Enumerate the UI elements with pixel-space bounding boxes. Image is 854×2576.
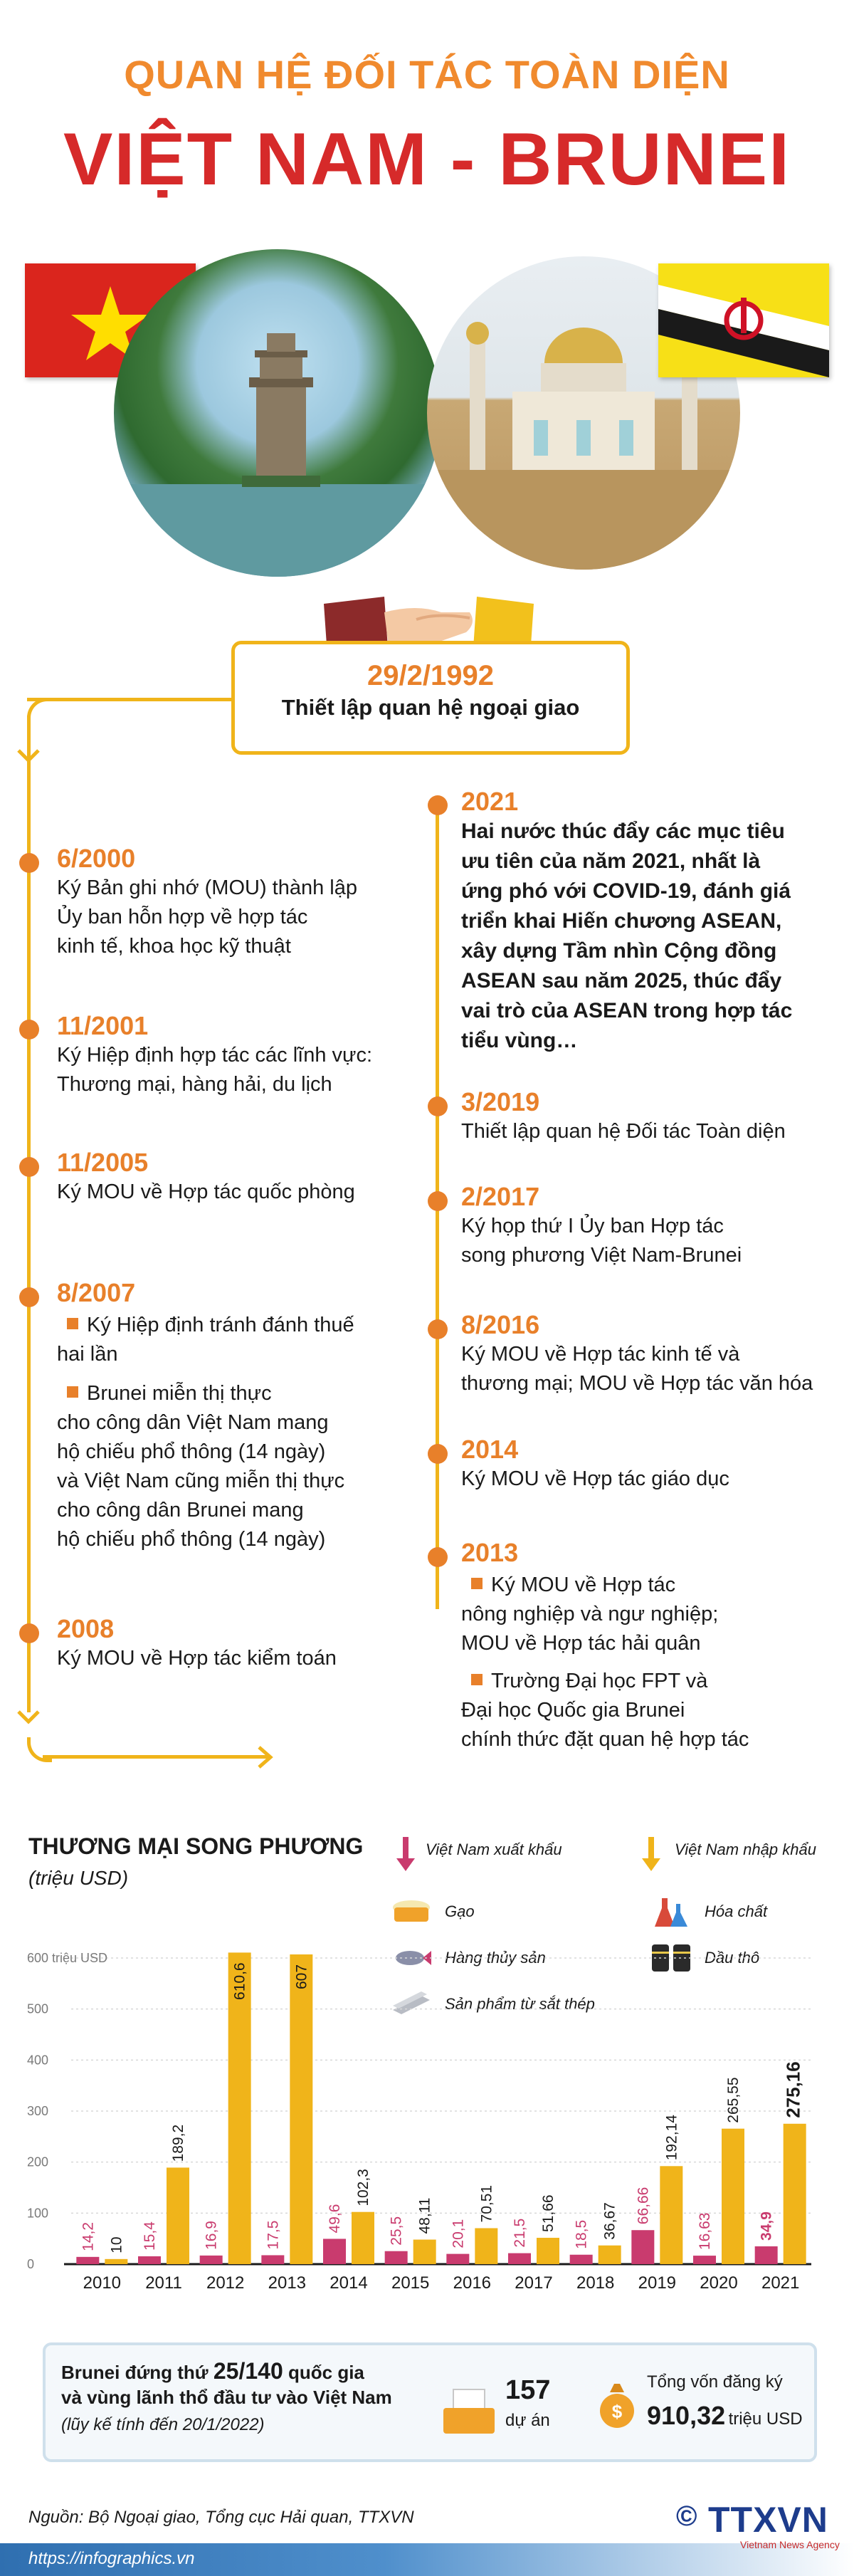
bar-import [475,2228,497,2264]
goods-seafood: Hàng thủy sản [445,1949,546,1967]
document-folder-icon [441,2387,497,2440]
bar-import [722,2129,744,2264]
timeline-dot [19,1020,39,1040]
data-label-import: 265,55 [725,2077,742,2123]
timeline-dot [19,1157,39,1177]
event-2013 [461,1538,845,1754]
bar-export [446,2254,469,2264]
event-date: 2013 [461,1538,519,1567]
event-8-2016 [461,1310,849,1398]
event-line: Ký Hiệp định tránh đánh thuế [57,1311,427,1340]
brand-logo: TTXVN [708,2500,828,2540]
data-label-import: 610,6 [231,1962,248,2000]
event-line: ứng phó với COVID-19, đánh giá [461,879,791,903]
data-label-export: 25,5 [388,2216,405,2246]
page-title: VIỆT NAM - BRUNEI [63,118,791,201]
bar-import [660,2166,682,2264]
bar-export [385,2251,408,2264]
event-line: Ký MOU về Hợp tác kiểm toán [57,1647,337,1670]
brunei-crest-icon [658,263,829,377]
bar-export [631,2230,654,2264]
data-label-export: 16,63 [697,2212,713,2251]
data-label-export: 21,5 [512,2218,528,2248]
rice-icon [390,1897,433,1930]
bar-import [290,1954,312,2264]
hanoi-lake-image [114,249,441,577]
x-tick-label: 2017 [515,2273,553,2293]
y-tick-label: 200 [27,2154,49,2169]
event-line: và Việt Nam cũng miễn thị thực [57,1470,345,1492]
y-tick-label: 100 [27,2206,49,2221]
event-date: 2021 [461,787,519,816]
bullet-icon [67,1318,78,1329]
bar-export [508,2253,531,2264]
data-label-export: 66,66 [635,2187,652,2225]
event-line: Ký MOU về Hợp tác [461,1571,845,1600]
chart-unit: (triệu USD) [28,1867,129,1889]
capital-line [647,2401,803,2431]
x-tick-label: 2016 [453,2273,492,2293]
timeline-dot [428,1191,448,1211]
event-line: Trường Đại học FPT và [461,1667,845,1696]
bar-import [784,2124,806,2264]
bar-export [323,2239,346,2264]
y-tick-label: 300 [27,2104,49,2118]
event-line: ưu tiên của năm 2021, nhất là [461,849,761,873]
bar-export [755,2246,778,2264]
bar-import [599,2246,621,2264]
data-label-import: 102,3 [355,2169,371,2206]
timeline-corner-top [27,698,52,723]
bullet-icon [471,1578,483,1589]
timeline-dot [428,795,448,815]
event-date: 11/2005 [57,1148,149,1177]
event-line: kinh tế, khoa học kỹ thuật [57,935,291,958]
timeline-connector-top [27,698,233,701]
data-label-export: 14,2 [80,2221,97,2251]
event-line: Hai nước thúc đẩy các mục tiêu [461,820,785,843]
goods-rice: Gạo [445,1902,475,1920]
bar-export [76,2257,99,2264]
data-label-import: 607 [293,1964,310,1990]
timeline-dot [428,1444,448,1464]
bar-export [261,2255,284,2264]
event-date: 6/2000 [57,844,136,873]
event-line: MOU về Hợp tác hải quân [461,1632,701,1655]
event-line: thương mại; MOU về Hợp tác văn hóa [461,1372,813,1395]
trade-bar-chart [0,1937,854,2314]
timeline-arrow-bottom-icon [16,1709,41,1729]
event-line: cho công dân Việt Nam mang [57,1411,329,1434]
x-tick-label: 2021 [761,2273,800,2293]
copyright-icon: © [676,2501,697,2532]
timeline-arrow-top-icon [16,748,41,768]
data-label-import: 48,11 [416,2197,433,2234]
bullet-icon [67,1386,78,1398]
event-line: nông nghiệp và ngư nghiệp; [461,1603,719,1625]
goods-oil: Dầu thô [705,1949,760,1967]
capital-unit: triệu USD [728,2409,803,2429]
event-11-2005 [57,1148,427,1207]
data-label-import: 189,2 [170,2124,186,2162]
event-line: Ký MOU về Hợp tác giáo dục [461,1467,729,1490]
top-event-box [231,641,630,755]
event-line: vai trò của ASEAN trong hợp tác [461,999,793,1022]
x-tick-label: 2020 [700,2273,738,2293]
event-2008 [57,1614,427,1673]
timeline-dot [19,1287,39,1307]
data-label-import: 275,16 [782,2061,804,2118]
event-6-2000 [57,844,427,961]
event-line: Ký MOU về Hợp tác quốc phòng [57,1180,355,1203]
investment-box [43,2342,817,2462]
bar-export [200,2256,223,2264]
data-label-import: 51,66 [540,2194,557,2232]
event-line: Thiết lập quan hệ Đối tác Toàn diện [461,1120,786,1143]
brand-sub: Vietnam News Agency [740,2539,840,2550]
data-label-export: 17,5 [265,2220,282,2250]
data-label-import: 192,14 [663,2115,680,2161]
y-tick-label: 600 triệu USD [27,1951,108,1965]
tower-icon [114,249,441,577]
bar-import [413,2240,436,2264]
website-link[interactable]: https://infographics.vn [28,2549,195,2568]
x-tick-label: 2018 [576,2273,615,2293]
legend-export: Việt Nam xuất khẩu [426,1841,562,1858]
chart-title: THƯƠNG MẠI SONG PHƯƠNG [28,1833,364,1859]
data-label-export: 18,5 [573,2219,590,2249]
timeline-dot [19,1623,39,1643]
money-bag-icon [597,2374,637,2434]
event-line: hộ chiếu phổ thông (14 ngày) [57,1528,326,1551]
svg-text:$: $ [611,2401,623,2422]
event-line: Brunei miễn thị thực [57,1379,427,1408]
event-line: song phương Việt Nam-Brunei [461,1244,742,1267]
timeline-dot [428,1319,448,1339]
source-text: Nguồn: Bộ Ngoại giao, Tổng cục Hải quan, TTXVN [28,2508,414,2527]
projects-count: 157 [505,2375,551,2405]
event-date: 3/2019 [461,1087,540,1116]
data-label-export: 20,1 [450,2219,467,2248]
timeline-dot [428,1547,448,1567]
data-label-export: 16,9 [203,2221,220,2250]
top-event-date: 29/2/1992 [367,660,494,691]
export-arrow-icon [395,1837,416,1876]
x-tick-label: 2019 [638,2273,677,2293]
event-date: 2008 [57,1614,115,1643]
event-2021 [461,787,845,1056]
projects-label: dự án [505,2411,550,2430]
bar-import [537,2238,559,2264]
bar-import [352,2212,374,2264]
bar-export [138,2256,161,2264]
event-line: Ký họp thứ I Ủy ban Hợp tác [461,1215,724,1237]
event-date: 8/2016 [461,1310,540,1339]
event-date: 8/2007 [57,1278,136,1307]
event-line: Đại học Quốc gia Brunei [461,1699,685,1722]
event-line: Ký Hiệp định hợp tác các lĩnh vực: [57,1044,373,1067]
bar-import [105,2259,127,2264]
event-date: 2/2017 [461,1182,540,1211]
event-2014 [461,1435,845,1494]
data-label-export: 34,9 [758,2211,775,2241]
x-tick-label: 2013 [268,2273,307,2293]
x-tick-label: 2015 [391,2273,430,2293]
investment-rank-line: Brunei đứng thứ 25/140 quốc gia [61,2358,364,2384]
investment-rank: 25/140 [213,2358,283,2384]
subtitle: QUAN HỆ ĐỐI TÁC TOÀN DIỆN [124,52,730,97]
event-line: Ký Bản ghi nhớ (MOU) thành lập [57,876,358,899]
legend-import: Việt Nam nhập khẩu [675,1841,816,1858]
x-tick-label: 2014 [330,2273,368,2293]
event-11-2001 [57,1011,427,1099]
event-line: hộ chiếu phổ thông (14 ngày) [57,1440,326,1463]
goods-chemical: Hóa chất [705,1902,768,1920]
x-tick-label: 2011 [145,2273,182,2293]
investment-line2: và vùng lãnh thổ đầu tư vào Việt Nam [61,2387,392,2408]
timeline-bottom-horizontal [43,1755,270,1759]
event-3-2019 [461,1087,845,1146]
event-line: hai lần [57,1343,118,1366]
investment-note: (lũy kế tính đến 20/1/2022) [61,2415,265,2434]
event-date: 11/2001 [57,1011,149,1040]
event-line: Thương mại, hàng hải, du lịch [57,1073,332,1096]
event-line: triển khai Hiến chương ASEAN, [461,909,782,933]
y-tick-label: 500 [27,2001,49,2016]
chemical-icon [649,1894,692,1933]
timeline-dot [428,1096,448,1116]
data-label-export: 15,4 [142,2221,158,2251]
timeline-arrow-right-icon [256,1744,275,1774]
top-event-text: Thiết lập quan hệ ngoại giao [281,695,580,720]
goods-steel: Sản phẩm từ sắt thép [445,1995,595,2013]
data-label-import: 70,51 [478,2184,495,2223]
y-tick-label: 0 [27,2257,35,2271]
event-line: ASEAN sau năm 2025, thúc đẩy [461,969,782,993]
event-line: Ký MOU về Hợp tác kinh tế và [461,1343,740,1366]
x-tick-label: 2012 [206,2273,245,2293]
bullet-icon [471,1674,483,1685]
y-tick-label: 400 [27,2053,49,2068]
bar-export [570,2255,593,2264]
data-label-export: 49,6 [327,2204,343,2234]
bar-export [693,2256,716,2264]
data-label-import: 36,67 [601,2202,618,2240]
brunei-flag [658,263,829,377]
event-line: Ủy ban hỗn hợp về hợp tác [57,906,308,928]
event-line: xây dựng Tầm nhìn Cộng đồng [461,939,777,963]
data-label-import: 10 [108,2236,125,2253]
event-8-2007 [57,1278,427,1554]
event-line: tiểu vùng… [461,1029,578,1052]
bar-import [167,2167,189,2264]
event-line: chính thức đặt quan hệ hợp tác [461,1728,749,1751]
capital-value: 910,32 [647,2401,726,2430]
event-date: 2014 [461,1435,519,1464]
x-tick-label: 2010 [83,2273,122,2293]
timeline-dot [19,853,39,873]
capital-label: Tổng vốn đăng ký [647,2372,783,2392]
import-arrow-icon [640,1837,662,1876]
event-2-2017 [461,1182,845,1270]
event-line: cho công dân Brunei mang [57,1499,304,1522]
